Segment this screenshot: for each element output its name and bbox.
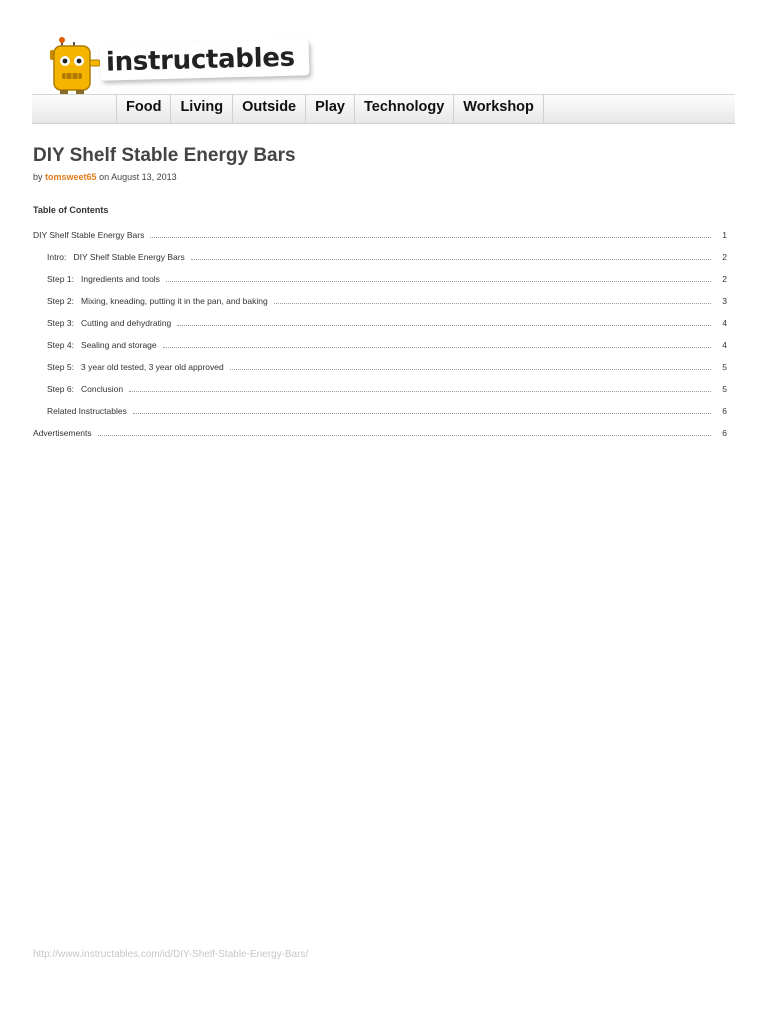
toc-leader-dots (98, 427, 711, 436)
toc-leader-dots (133, 405, 711, 414)
toc-entry-page: 5 (722, 362, 727, 372)
toc-leader-dots (230, 361, 711, 370)
toc-leader-dots (191, 251, 711, 260)
nav-item-play[interactable]: Play (305, 95, 354, 123)
toc-leader-dots (129, 383, 711, 392)
toc-entry-label: Step 6: Conclusion (47, 384, 124, 394)
toc-entry[interactable] (33, 250, 727, 272)
author-link[interactable]: tomsweet65 (45, 172, 97, 182)
toc-heading: Table of Contents (33, 205, 109, 215)
toc-entry-page: 4 (722, 340, 727, 350)
byline-date: on August 13, 2013 (99, 172, 177, 182)
toc-entry[interactable] (33, 272, 727, 294)
toc-entry[interactable] (33, 338, 727, 360)
category-nav (32, 94, 735, 124)
nav-items (116, 95, 544, 123)
toc-entry-label: Step 2: Mixing, kneading, putting it in the pan, and baking (47, 296, 268, 306)
byline (33, 172, 177, 182)
toc-entry-page: 3 (722, 296, 727, 306)
toc-entry-label: Step 4: Sealing and storage (47, 340, 157, 350)
toc-entry-page: 2 (722, 252, 727, 262)
nav-item-outside[interactable]: Outside (232, 95, 305, 123)
toc-entry[interactable] (33, 294, 727, 316)
toc-entry-label: Step 5: 3 year old tested, 3 year old approved (47, 362, 224, 372)
toc-entry[interactable] (33, 316, 727, 338)
nav-item-workshop[interactable]: Workshop (453, 95, 544, 123)
toc-leader-dots (274, 295, 711, 304)
site-header (0, 0, 768, 130)
toc-entry-page: 6 (722, 406, 727, 416)
toc-entry-label: Step 1: Ingredients and tools (47, 274, 160, 284)
toc-entry-page: 1 (722, 230, 727, 240)
toc-entry-label: DIY Shelf Stable Energy Bars (33, 230, 145, 240)
page-title: DIY Shelf Stable Energy Bars (33, 145, 296, 166)
footer-url[interactable]: http://www.instructables.com/id/DIY-Shelf-Stable-Energy-Bars/ (33, 949, 309, 960)
toc-entry[interactable] (33, 382, 727, 404)
toc-entry[interactable] (33, 426, 727, 448)
toc-leader-dots (177, 317, 711, 326)
toc-entry[interactable] (33, 404, 727, 426)
toc-entry-label: Advertisements (33, 428, 92, 438)
toc-entry[interactable] (33, 360, 727, 382)
nav-item-technology[interactable]: Technology (354, 95, 453, 123)
toc-entry-page: 2 (722, 274, 727, 284)
toc-entry-label: Intro: DIY Shelf Stable Energy Bars (47, 252, 185, 262)
toc-entry-page: 6 (722, 428, 727, 438)
toc-entry[interactable] (33, 228, 727, 250)
toc-leader-dots (150, 229, 711, 238)
byline-prefix: by (33, 172, 43, 182)
nav-item-living[interactable]: Living (170, 95, 232, 123)
brand-wordmark: instructables (100, 39, 310, 80)
table-of-contents (33, 228, 727, 448)
toc-entry-label: Related Instructables (47, 406, 127, 416)
toc-leader-dots (163, 339, 711, 348)
toc-entry-page: 5 (722, 384, 727, 394)
toc-entry-label: Step 3: Cutting and dehydrating (47, 318, 172, 328)
nav-item-food[interactable]: Food (116, 95, 170, 123)
toc-leader-dots (166, 273, 711, 282)
toc-entry-page: 4 (722, 318, 727, 328)
